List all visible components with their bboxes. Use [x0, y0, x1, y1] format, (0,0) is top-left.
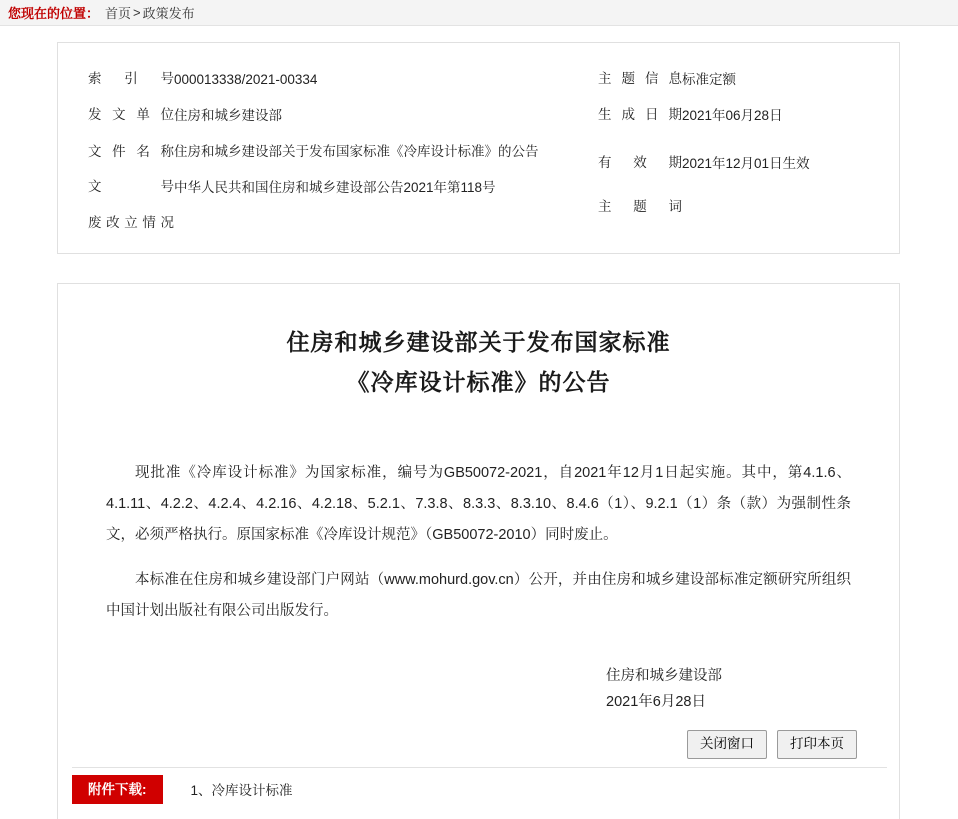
- attachment-section: [72, 769, 293, 809]
- metadata-column-left: [88, 69, 558, 247]
- attachment-divider: [72, 767, 887, 768]
- action-button-row: [687, 730, 857, 759]
- metadata-key-index: 索引号: [88, 71, 174, 86]
- metadata-row-keywords: [598, 197, 898, 217]
- metadata-row-docnumber: [88, 177, 558, 199]
- metadata-key-docnumber: 文 号: [88, 179, 174, 194]
- close-window-button[interactable]: 关闭窗口: [687, 730, 767, 759]
- attachment-badge: 附件下载:: [72, 775, 163, 804]
- attachment-link[interactable]: 1、冷库设计标准: [190, 783, 293, 798]
- document-signature: [106, 663, 851, 715]
- metadata-key-revision: 废改立情况: [88, 215, 174, 230]
- metadata-key-keywords: 主 题 词: [598, 199, 682, 214]
- page-title-line2: 《冷库设计标准》的公告: [346, 369, 611, 395]
- metadata-value-created: 2021年06月28日: [682, 108, 783, 123]
- metadata-grid: [58, 43, 899, 230]
- metadata-value-revision: [174, 213, 558, 233]
- document-paragraph-2: 本标准在住房和城乡建设部门户网站（www.mohurd.gov.cn）公开，并由住房和城乡建设部标准定额研究所组织中国计划出版社有限公司出版发行。: [106, 572, 851, 619]
- metadata-value-topic: 标准定额: [682, 72, 736, 87]
- metadata-value-issuer: 住房和城乡建设部: [174, 108, 282, 123]
- metadata-row-validity: [598, 153, 898, 175]
- metadata-key-issuer: 发文单位: [88, 107, 174, 122]
- breadcrumb: [0, 0, 958, 26]
- print-page-button[interactable]: 打印本页: [777, 730, 857, 759]
- metadata-key-topic: 主题信息: [598, 71, 682, 86]
- metadata-value-keywords: [682, 197, 898, 217]
- metadata-value-filename: 住房和城乡建设部关于发布国家标准《冷库设计标准》的公告: [174, 144, 539, 159]
- document-metadata-card: [57, 42, 900, 254]
- breadcrumb-home-link[interactable]: 首页: [105, 6, 132, 21]
- metadata-row-created: [598, 105, 898, 127]
- metadata-value-validity: 2021年12月01日生效: [682, 156, 810, 171]
- metadata-key-filename: 文件名称: [88, 144, 174, 159]
- signature-date: 2021年6月28日: [606, 694, 706, 710]
- signature-organization: 住房和城乡建设部: [606, 668, 722, 684]
- breadcrumb-label: 您现在的位置：: [8, 6, 100, 21]
- metadata-row-issuer: [88, 105, 558, 127]
- metadata-row-revision: [88, 213, 558, 233]
- page-title: [58, 322, 899, 402]
- metadata-key-validity: 有 效 期: [598, 155, 682, 170]
- breadcrumb-current: 政策发布: [142, 6, 195, 21]
- document-content-card: [57, 283, 900, 819]
- page-title-line1: 住房和城乡建设部关于发布国家标准: [286, 329, 671, 355]
- metadata-row-filename: [88, 141, 558, 163]
- metadata-row-topic: [598, 69, 898, 91]
- document-paragraph-1: 现批准《冷库设计标准》为国家标准，编号为GB50072-2021，自2021年12月1日起实施。其中，第4.1.6、4.1.11、4.2.2、4.2.4、4.2.16、4.2.18、5.2.1、7.3.8、8.3.3、8.3.10、8.4.6（1）、9.2.1（1）条（款）为强制性条文，必须严格执行。原国家标准《冷库设计规范》（GB50072-2010）同时废止。: [106, 465, 851, 543]
- metadata-column-right: [598, 69, 898, 231]
- metadata-value-index: 000013338/2021-00334: [174, 72, 318, 87]
- metadata-row-index: [88, 69, 558, 91]
- metadata-key-created: 生成日期: [598, 107, 682, 122]
- document-body: [106, 458, 851, 715]
- breadcrumb-separator: >: [133, 5, 141, 20]
- metadata-value-docnumber: 中华人民共和国住房和城乡建设部公告2021年第118号: [174, 180, 496, 195]
